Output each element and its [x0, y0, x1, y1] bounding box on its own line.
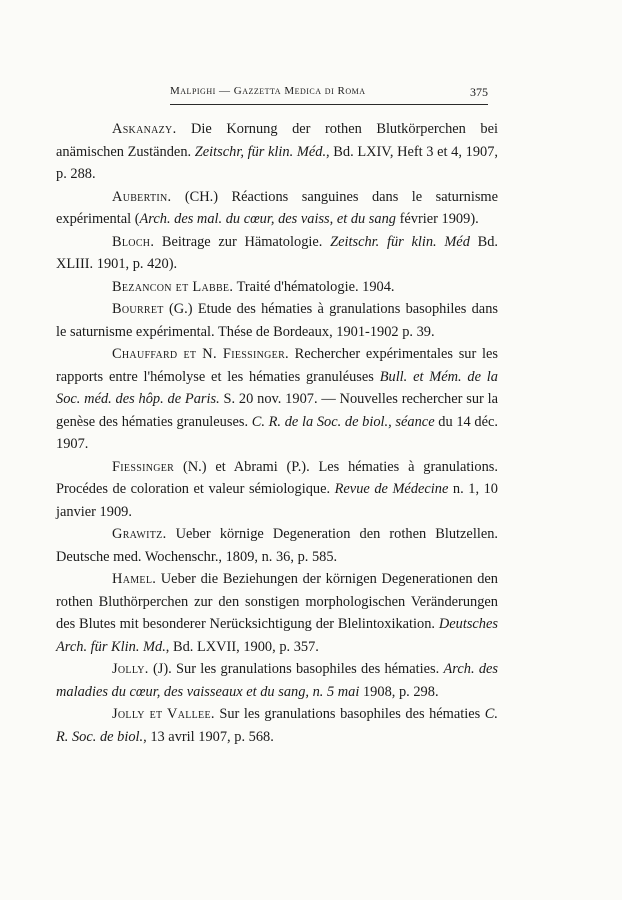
entry-text: Rechercher expérimentales sur les rapports entre l'hémolyse et les hématies granuléuses	[56, 346, 498, 385]
entry-text: n. 1, 10 janvier 1909.	[56, 481, 498, 520]
entry-text: du 14 déc. 1907.	[56, 413, 498, 452]
entry-grawitz	[56, 523, 498, 568]
entry-text: S. 20 nov. 1907. — Nouvelles rechercher sur la genèse des hématies granuleuses.	[56, 391, 499, 430]
entry-text: , Bd. LXIV, Heft 3 et 4, 1907, p. 288.	[56, 143, 499, 182]
entry-bezancon	[56, 276, 498, 299]
entry-journal: Zeitschr. für klin. Méd	[330, 233, 470, 250]
entry-text: (J). Sur les granulations basophiles des hématies.	[148, 661, 444, 677]
entry-text: , 13 avril 1907, p. 568.	[143, 728, 274, 745]
entry-journal: Bull. et Mém. de la Soc. méd. des hôp. de Paris.	[56, 368, 499, 407]
entry-author: Bezancon et Labbe.	[112, 278, 234, 295]
entry-jolly-vallee	[56, 703, 498, 748]
entry-journal: Zeitschr, für klin. Méd.	[194, 143, 327, 160]
entry-author: Chauffard et N. Fiessinger.	[112, 346, 289, 362]
entry-journal: Arch. des mal. du cœur, des vaiss, et du sang	[139, 211, 396, 227]
entry-text: Die Kornung der rothen Blutkörperchen bei anämischen Zuständen.	[56, 121, 498, 160]
entry-author: Hamel.	[112, 571, 157, 587]
entry-journal: C. R. de la Soc. de biol., séance	[251, 413, 435, 430]
entry-bloch	[56, 231, 498, 276]
page-number: 375	[470, 85, 488, 99]
entry-text: (G.) Etude des hématies à granulations basophiles dans le saturnisme expérimental. Thése de Bordeaux, 1901-1902 p. 39.	[56, 301, 498, 340]
entry-author: Jolly et Vallee.	[112, 706, 215, 722]
entry-author: Bourret	[112, 301, 164, 317]
entry-jolly	[56, 658, 498, 703]
entry-author: Fiessinger	[112, 458, 175, 475]
entry-aubertin	[56, 186, 498, 231]
entry-journal: Deutsches Arch. für Klin. Md.	[56, 616, 498, 655]
bibliography	[56, 118, 498, 748]
entry-author: Bloch.	[112, 233, 155, 250]
entry-journal: C. R. Soc. de biol.	[56, 706, 498, 745]
entry-fiessinger	[56, 456, 498, 524]
entry-author: Jolly.	[112, 661, 149, 677]
entry-text: Traité d'hématologie. 1904.	[233, 278, 395, 295]
entry-text: février 1909).	[396, 211, 479, 227]
entry-text: (N.) et Abrami (P.). Les hématies à granulations. Procédes de coloration et valeur sémiologique.	[56, 458, 498, 497]
running-title: Malpighi — Gazzetta Medica di Roma	[170, 85, 366, 97]
entry-text: (CH.) Réactions sanguines dans le saturnisme expérimental (	[56, 188, 498, 227]
entry-text: Sur les granulations basophiles des hématies	[214, 706, 485, 722]
entry-text: Bd. XLIII. 1901, p. 420).	[56, 233, 498, 272]
entry-chauffard	[56, 343, 498, 456]
entry-hamel	[56, 568, 498, 658]
entry-text: , Bd. LXVII, 1900, p. 357.	[165, 638, 319, 655]
entry-journal: Revue de Médecine	[334, 481, 449, 497]
entry-text: Beitrage zur Hämatologie.	[154, 233, 331, 250]
entry-text: Ueber die Beziehungen der körnigen Degenerationen den rothen Bluthörperchen zur den sonstigen morphologischen Veränderungen des Blutes mit besonderer Nerücksichtigung der Blelintoxikation.	[56, 571, 498, 632]
entry-text: 1908, p. 298.	[359, 683, 439, 700]
entry-author: Askanazy.	[112, 121, 177, 137]
entry-askanazy	[56, 118, 498, 186]
header-rule	[170, 104, 488, 105]
entry-author: Grawitz.	[112, 526, 167, 542]
entry-text: Ueber körnige Degeneration den rothen Blutzellen. Deutsche med. Wochenschr., 1809, n. 36, p. 585.	[56, 526, 498, 565]
entry-bourret	[56, 298, 498, 343]
entry-author: Aubertin.	[112, 188, 172, 205]
entry-journal: Arch. des maladies du cœur, des vaisseaux et du sang, n. 5 mai	[56, 661, 498, 700]
